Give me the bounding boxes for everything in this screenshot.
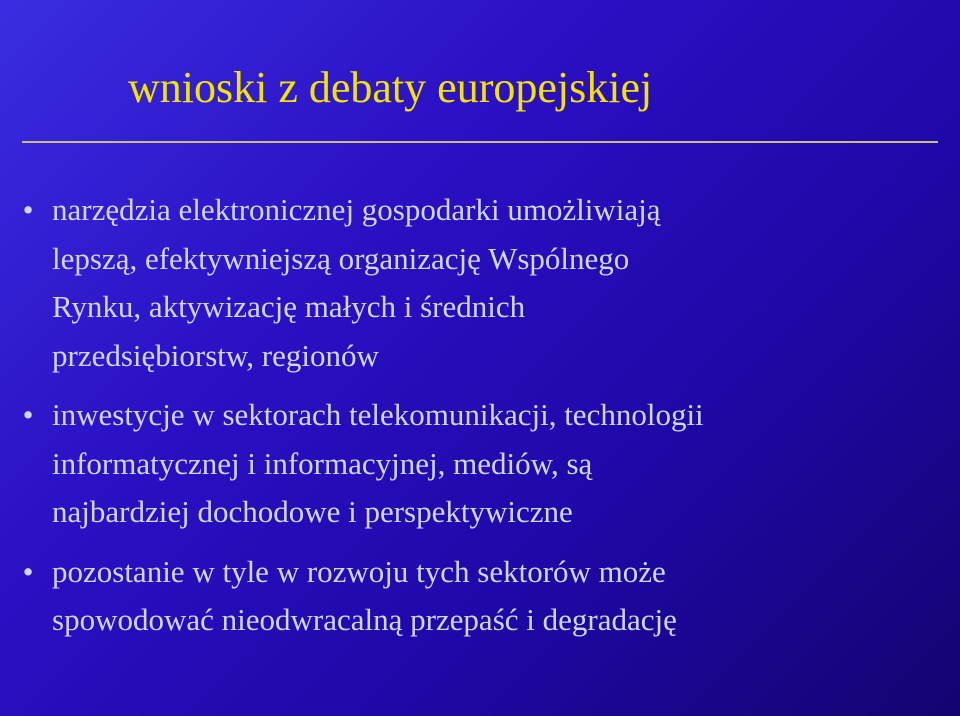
- bullet-item: [0, 391, 960, 537]
- bullet-marker: •: [22, 553, 34, 589]
- bullet-text: narzędzia elektronicznej gospodarki umożliwiają lepszą, efektywniejszą organizację Wspólnego Rynku, aktywizację małych i średnich przedsiębiorstw, regionów: [52, 192, 661, 373]
- bullet-text: pozostanie w tyle w rozwoju tych sektorów może spowodować nieodwracalną przepaść i degradację: [52, 553, 677, 637]
- bullet-item: [0, 548, 960, 645]
- bullet-list: [0, 186, 960, 656]
- bullet-item: [0, 186, 960, 380]
- bullet-marker: •: [22, 397, 34, 432]
- bullet-marker: •: [22, 192, 34, 227]
- bullet-text: inwestycje w sektorach telekomunikacji, technologii informatycznej i informacyjnej, mediów, są najbardziej dochodowe i perspektywiczne: [52, 397, 704, 529]
- slide-title: wnioski z debaty europejskiej: [128, 63, 653, 112]
- title-divider: [22, 141, 938, 143]
